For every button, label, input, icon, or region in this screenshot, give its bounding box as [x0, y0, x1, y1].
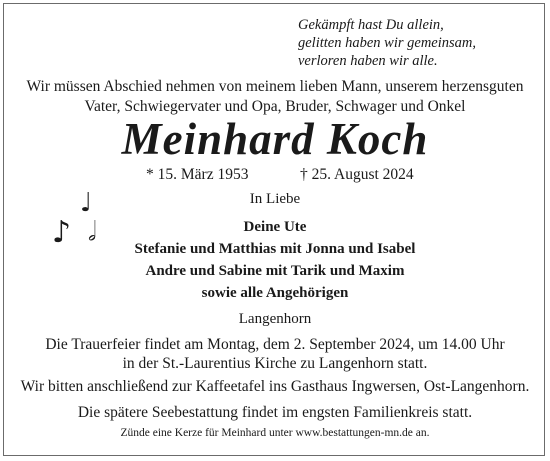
family-list: [0, 216, 550, 304]
service-info: [0, 335, 550, 373]
family-line: Andre und Sabine mit Tarik und Maxim: [145, 263, 405, 279]
place-label: Langenhorn: [238, 311, 312, 327]
motto-line: verloren haben wir alle.: [298, 53, 438, 69]
service-line: in der St.-Laurentius Kirche zu Langenhorn statt.: [122, 355, 428, 372]
footer-candle-link: Zünde eine Kerze für Meinhard unter www.bestattungen-mn.de an.: [120, 427, 430, 439]
motto: [298, 16, 476, 70]
family-line: Deine Ute: [243, 219, 307, 235]
in-liebe-label: In Liebe: [249, 191, 301, 207]
eighth-note-icon: ♪: [52, 215, 72, 250]
coffee-info: Wir bitten anschließend zur Kaffeetafel ins Gasthaus Ingwersen, Ost-Langenhorn.: [20, 378, 530, 395]
family-line: Stefanie und Matthias mit Jonna und Isabel: [134, 241, 416, 257]
half-note-icon: 𝅗𝅥: [88, 217, 97, 247]
intro-line: Wir müssen Abschied nehmen von meinem lieben Mann, unserem herzensguten: [26, 78, 524, 95]
family-line: sowie alle Angehörigen: [201, 285, 349, 301]
birth-date: * 15. März 1953: [146, 166, 249, 183]
motto-line: gelitten haben wir gemeinsam,: [298, 35, 477, 51]
motto-line: Gekämpft hast Du allein,: [298, 17, 444, 33]
burial-info: Die spätere Seebestattung findet im engsten Familienkreis statt.: [77, 404, 473, 421]
deceased-name: Meinhard Koch: [121, 114, 429, 164]
intro-text: [0, 77, 550, 116]
death-date: † 25. August 2024: [300, 166, 414, 183]
quarter-note-icon: ♩: [80, 188, 93, 218]
service-line: Die Trauerfeier findet am Montag, dem 2. September 2024, um 14.00 Uhr: [45, 336, 505, 353]
intro-line: Vater, Schwiegervater und Opa, Bruder, Schwager und Onkel: [84, 97, 466, 115]
